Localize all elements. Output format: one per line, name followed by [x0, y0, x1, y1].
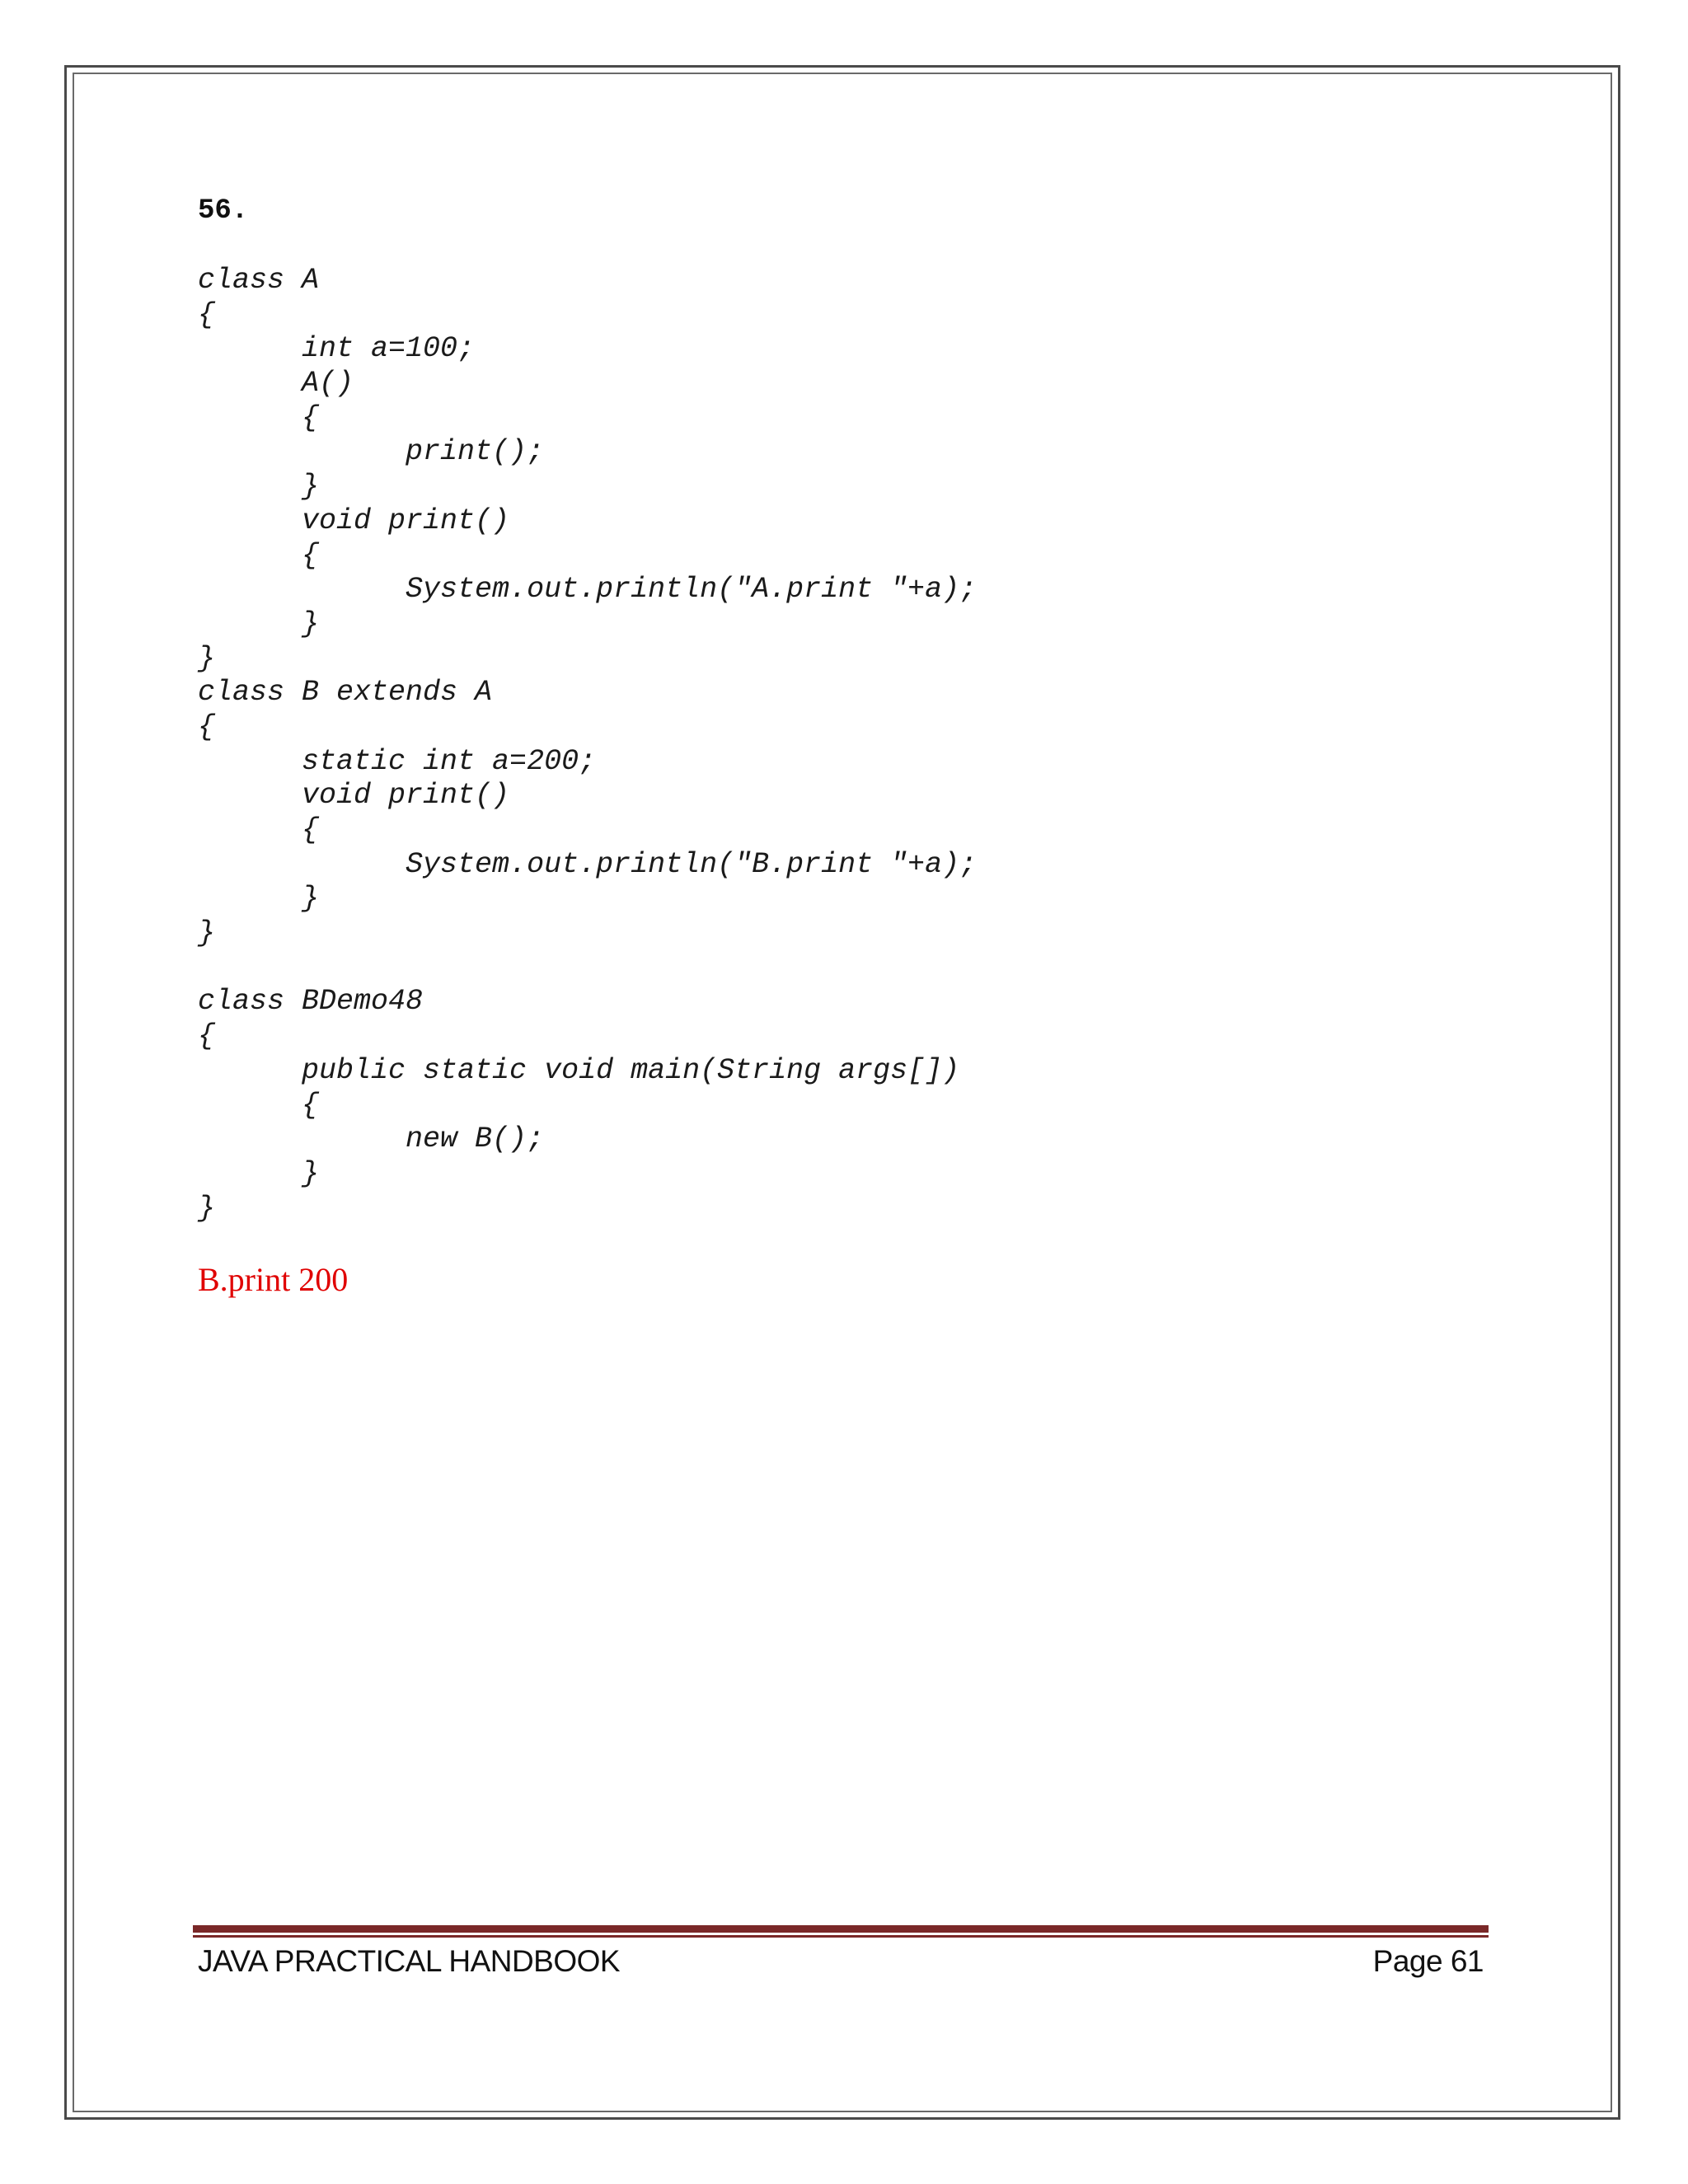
code-line: { — [198, 1088, 320, 1122]
code-line: { — [198, 813, 320, 846]
code-line: { — [198, 538, 320, 572]
code-line: { — [198, 1019, 216, 1053]
code-line: } — [198, 1156, 320, 1190]
footer-rule-thick — [193, 1925, 1489, 1933]
code-line: class B extends A — [198, 676, 493, 710]
code-line — [198, 951, 977, 986]
footer-page-number: Page 61 — [1372, 1944, 1484, 1978]
code-line: void print() — [198, 504, 510, 537]
code-line: class A — [198, 264, 320, 297]
code-line: } — [198, 470, 320, 504]
code-line: } — [198, 607, 320, 640]
code-line: System.out.println("A.print "+a); — [198, 573, 978, 607]
footer-title: JAVA PRACTICAL HANDBOOK — [198, 1944, 621, 1978]
code-line: int a=100; — [198, 332, 476, 366]
code-line: { — [198, 710, 216, 743]
code-line: System.out.println("B.print "+a); — [198, 847, 978, 881]
code-line: public static void main(String args[]) — [198, 1053, 960, 1087]
code-line: static int a=200; — [198, 744, 597, 778]
code-line: A() — [198, 367, 354, 401]
footer-rule-thin — [193, 1935, 1489, 1938]
answer-output: B.print 200 — [198, 1261, 349, 1298]
code-block — [198, 264, 977, 1226]
code-line: class BDemo48 — [198, 985, 424, 1019]
code-line: { — [198, 401, 320, 434]
code-line: { — [198, 298, 216, 331]
code-line: } — [198, 641, 216, 675]
code-line: } — [198, 916, 216, 950]
question-number: 56. — [198, 195, 249, 227]
code-line: } — [198, 1191, 216, 1225]
code-line: void print() — [198, 779, 510, 813]
code-line: print(); — [198, 435, 545, 469]
code-line: new B(); — [198, 1122, 545, 1156]
code-line: } — [198, 882, 320, 916]
